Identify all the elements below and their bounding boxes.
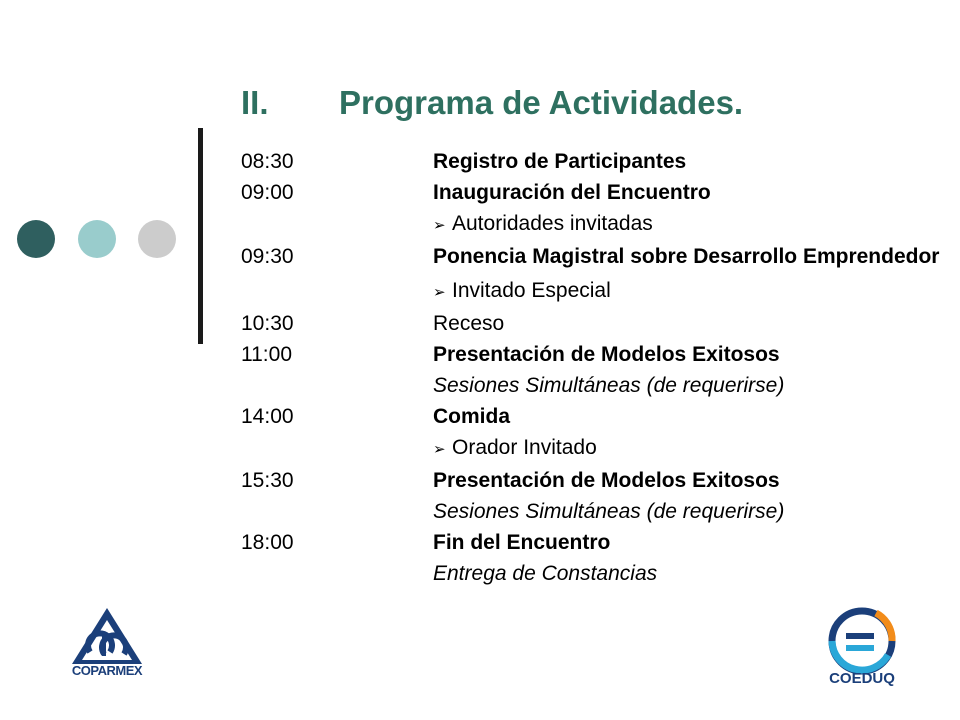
agenda-list (241, 146, 941, 589)
coparmex-logo-text: COPARMEX (71, 663, 143, 678)
agenda-description-cell (433, 275, 941, 308)
agenda-description-cell (433, 558, 941, 589)
agenda-description: Fin del Encuentro (433, 531, 611, 554)
agenda-description: Sesiones Simultáneas (de requerirse) (433, 500, 785, 523)
agenda-row (241, 432, 941, 465)
agenda-row (241, 370, 941, 401)
agenda-description: Presentación de Modelos Exitosos (433, 343, 780, 366)
agenda-time (241, 496, 433, 527)
agenda-description: Receso (433, 312, 505, 335)
agenda-description: Ponencia Magistral sobre Desarrollo Emprendedor (433, 245, 940, 268)
agenda-description-cell (433, 401, 941, 432)
agenda-time (241, 370, 433, 401)
agenda-row (241, 496, 941, 527)
agenda-description-cell (433, 339, 941, 370)
agenda-description-cell (433, 308, 941, 339)
agenda-time: 18:00 (241, 531, 294, 554)
agenda-description-cell (433, 241, 941, 275)
agenda-time (241, 208, 433, 241)
agenda-time (241, 558, 433, 589)
agenda-description: Invitado Especial (452, 279, 611, 302)
agenda-description-cell (433, 208, 941, 241)
agenda-row (241, 308, 941, 339)
agenda-time: 14:00 (241, 405, 294, 428)
agenda-description: Inauguración del Encuentro (433, 181, 711, 204)
agenda-time: 08:30 (241, 150, 294, 173)
agenda-description-cell (433, 496, 941, 527)
agenda-description: Comida (433, 405, 511, 428)
agenda-row (241, 177, 941, 208)
agenda-description: Entrega de Constancias (433, 562, 658, 585)
agenda-description-cell (433, 465, 941, 496)
agenda-description-cell (433, 146, 941, 177)
agenda-row (241, 241, 941, 275)
arrow-bullet-icon: ➢ (433, 441, 446, 458)
agenda-description-cell (433, 370, 941, 401)
agenda-description: Sesiones Simultáneas (de requerirse) (433, 374, 785, 397)
section-number: II. (241, 84, 269, 121)
agenda-row (241, 527, 941, 558)
slide-title (241, 84, 743, 122)
agenda-row (241, 465, 941, 496)
agenda-time (241, 275, 433, 308)
agenda-description-cell (433, 527, 941, 558)
agenda-time: 09:00 (241, 181, 294, 204)
agenda-time: 11:00 (241, 343, 292, 366)
coeduq-logo-text: COEDUQ (829, 670, 895, 687)
agenda-description-cell (433, 432, 941, 465)
agenda-time (241, 432, 433, 465)
section-title: Programa de Actividades. (339, 84, 744, 121)
agenda-time: 09:30 (241, 245, 294, 268)
agenda-description: Presentación de Modelos Exitosos (433, 469, 780, 492)
arrow-bullet-icon: ➢ (433, 217, 446, 234)
agenda-description: Registro de Participantes (433, 150, 687, 173)
agenda-time: 10:30 (241, 312, 294, 335)
agenda-time: 15:30 (241, 469, 294, 492)
vertical-divider (198, 128, 203, 344)
agenda-row (241, 401, 941, 432)
agenda-row (241, 208, 941, 241)
agenda-description-cell (433, 177, 941, 208)
agenda-description: Autoridades invitadas (452, 212, 653, 235)
arrow-bullet-icon: ➢ (433, 284, 446, 301)
agenda-row (241, 146, 941, 177)
decorative-dot-teal (78, 220, 116, 258)
agenda-description: Orador Invitado (452, 436, 597, 459)
agenda-row (241, 275, 941, 308)
agenda-row (241, 339, 941, 370)
decorative-dot-gray (138, 220, 176, 258)
agenda-row (241, 558, 941, 589)
decorative-dot-dark (17, 220, 55, 258)
